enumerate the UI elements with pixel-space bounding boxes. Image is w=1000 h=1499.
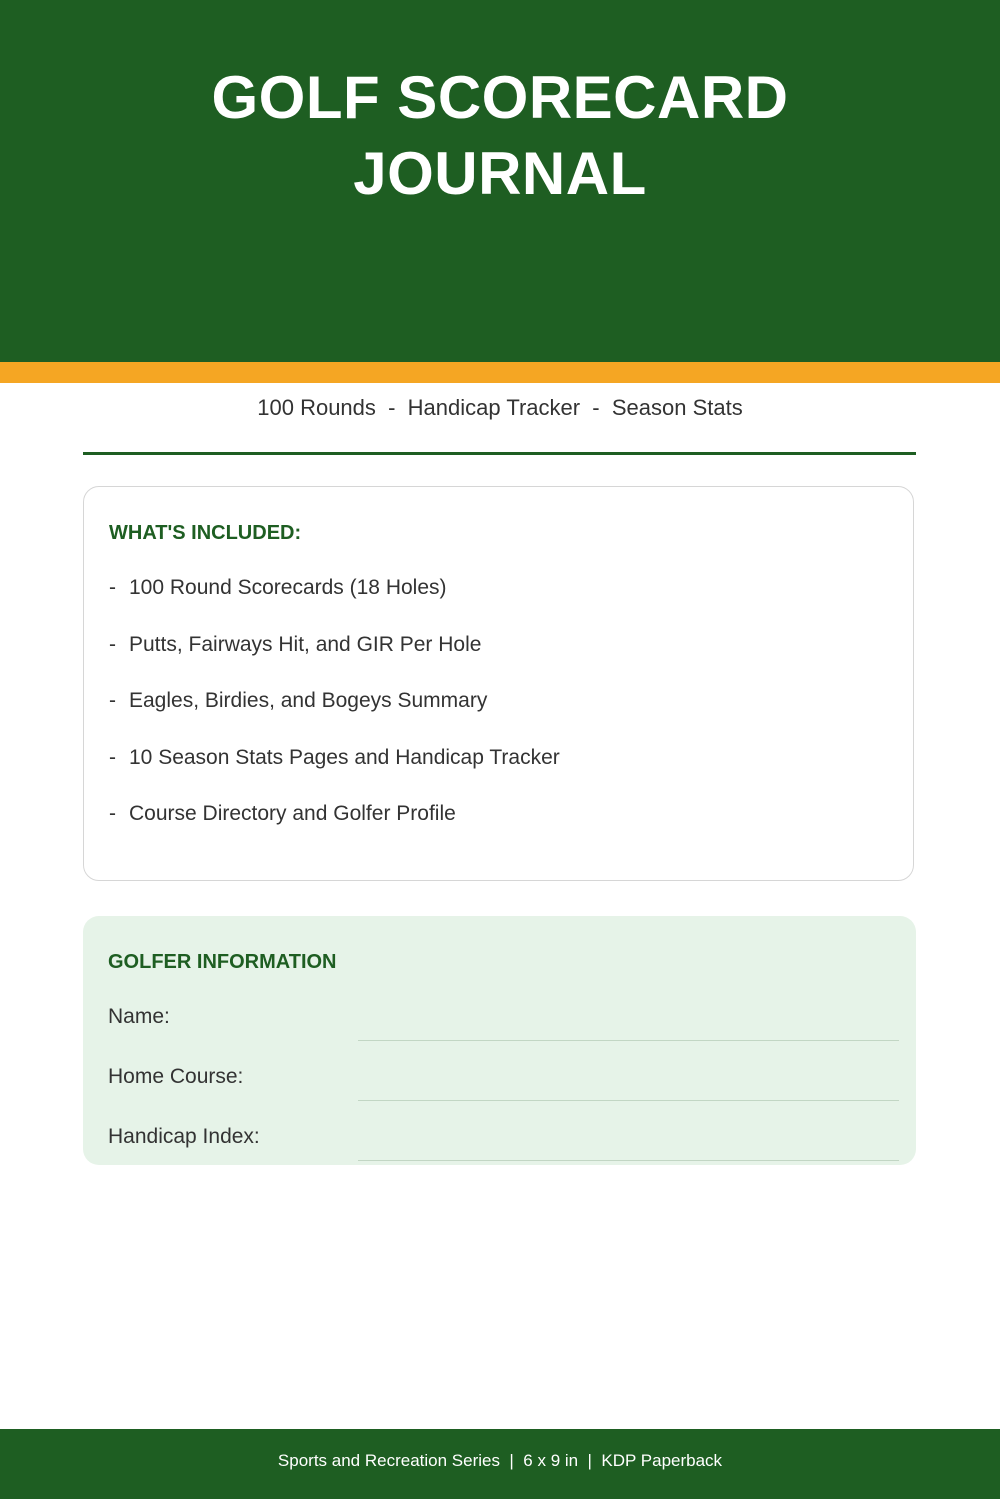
golfer-information-card: [83, 916, 916, 1165]
feature-item: [109, 743, 560, 800]
bullet-dash: -: [109, 689, 116, 713]
bullet-dash: -: [109, 576, 116, 599]
name-field-row: [108, 1002, 900, 1042]
name-write-line[interactable]: [358, 1040, 899, 1041]
cover-header: [0, 0, 1000, 362]
whats-included-card: [83, 486, 914, 881]
name-label: Name:: [108, 1005, 170, 1028]
golfer-information-heading: GOLFER INFORMATION: [108, 951, 337, 973]
feature-text: 10 Season Stats Pages and Handicap Tracker: [129, 745, 560, 769]
bullet-dash: -: [109, 802, 116, 826]
handicap-index-label: Handicap Index:: [108, 1125, 260, 1148]
feature-text: Eagles, Birdies, and Bogeys Summary: [129, 689, 488, 713]
cover-footer: [0, 1429, 1000, 1499]
title-line-1: GOLF SCORECARD: [211, 64, 789, 131]
home-course-label: Home Course:: [108, 1065, 244, 1088]
bullet-dash: -: [109, 745, 116, 769]
feature-text: Course Directory and Golfer Profile: [129, 802, 456, 826]
handicap-index-field-row: [108, 1122, 900, 1162]
book-title: [0, 60, 1000, 212]
feature-text: 100 Round Scorecards (18 Holes): [129, 576, 447, 599]
footer-series-text: Sports and Recreation Series | 6 x 9 in | KDP Paperback: [277, 1451, 723, 1470]
feature-item: [109, 630, 560, 687]
section-divider: [83, 452, 916, 455]
feature-text: Putts, Fairways Hit, and GIR Per Hole: [129, 632, 482, 656]
feature-list: [109, 573, 560, 856]
whats-included-heading: WHAT'S INCLUDED:: [109, 522, 302, 544]
bullet-dash: -: [109, 632, 116, 656]
feature-item: [109, 686, 560, 743]
home-course-field-row: [108, 1062, 900, 1102]
accent-stripe: [0, 362, 1000, 383]
feature-item: [109, 799, 560, 856]
feature-item: [109, 573, 560, 630]
book-subtitle: 100 Rounds - Handicap Tracker - Season Stats: [257, 395, 743, 420]
handicap-index-write-line[interactable]: [358, 1160, 899, 1161]
title-line-2: JOURNAL: [353, 140, 647, 207]
home-course-write-line[interactable]: [358, 1100, 899, 1101]
